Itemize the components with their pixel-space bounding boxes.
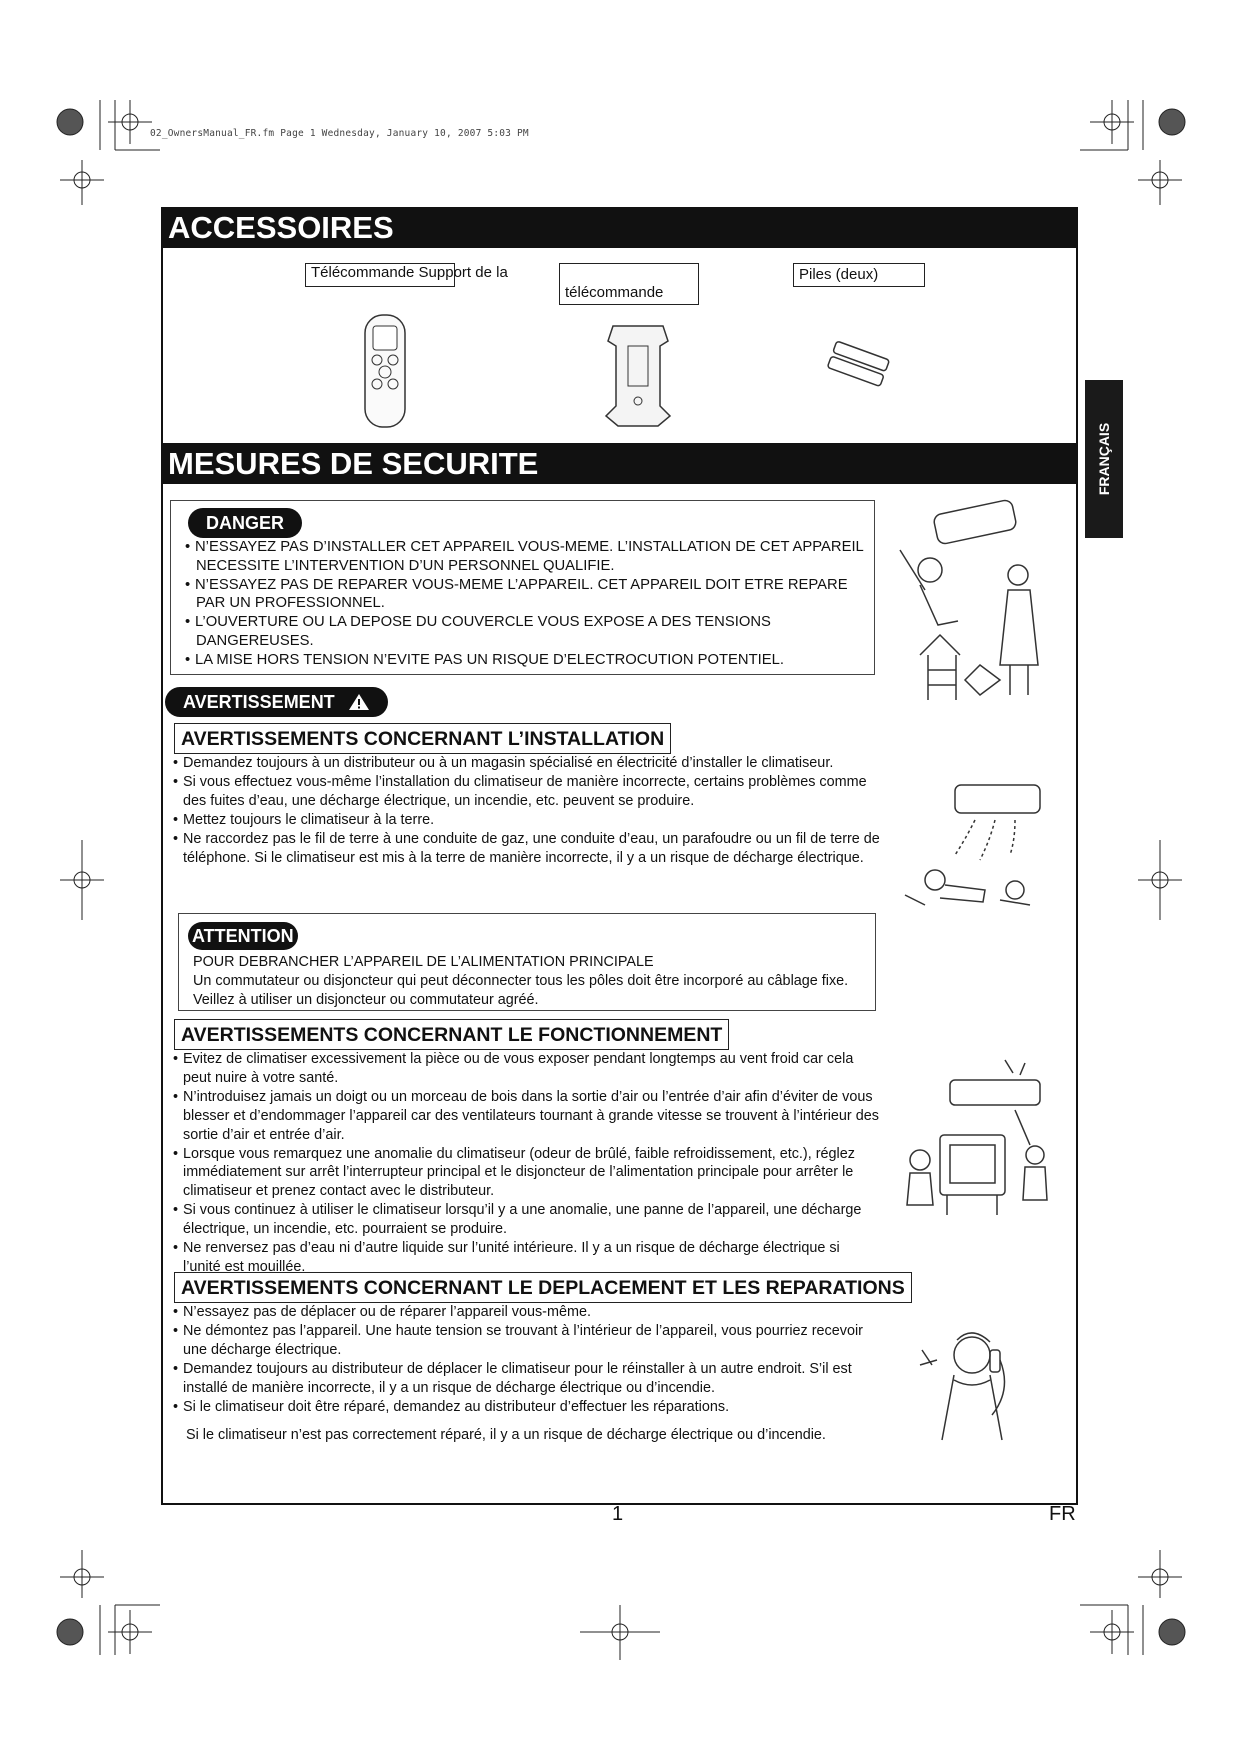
batteries-image — [822, 340, 897, 390]
language-code: FR — [1049, 1503, 1076, 1525]
warning-triangle-icon — [348, 693, 370, 711]
list-item: • N’ESSAYEZ PAS DE REPARER VOUS-MEME L’APPAREIL. CET APPAREIL DOIT ETRE REPARE PAR UN PROFESSIONNEL. — [178, 576, 878, 614]
install-list — [165, 754, 880, 867]
repair-list — [165, 1303, 880, 1416]
list-item: • Si le climatiseur doit être réparé, demandez au distributeur d’effectuer les réparations. — [165, 1398, 880, 1417]
list-item: • Ne démontez pas l’appareil. Une haute tension se trouvant à l’intérieur de l’appareil, vous pourriez recevoir une décharge électrique. — [165, 1322, 880, 1360]
remote-control-image — [360, 312, 410, 432]
list-item: • N’ESSAYEZ PAS D’INSTALLER CET APPAREIL VOUS-MEME. L’INSTALLATION DE CET APPAREIL NECESSITE L’INTERVENTION D’UN PERSONNEL QUALIFIE. — [178, 538, 878, 576]
list-item: • N’introduisez jamais un doigt ou un morceau de bois dans la sortie d’air ou l’entrée d’air afin d’éviter de vous blesser et d’endommager l’appareil car des ventilateurs tournant à grande vitesse se trouvent à l’intérieur des sortie d’air et entrée d’air. — [165, 1088, 880, 1145]
install-section-title: AVERTISSEMENTS CONCERNANT L’INSTALLATION — [174, 723, 671, 754]
list-item: • Evitez de climatiser excessivement la pièce ou de vous exposer pendant longtemps au vent froid car cela peut nuire à votre santé. — [165, 1050, 880, 1088]
operation-section-title: AVERTISSEMENTS CONCERNANT LE FONCTIONNEMENT — [174, 1019, 729, 1050]
phone-call-illustration — [912, 1320, 1022, 1450]
remote-holder-image — [598, 316, 678, 431]
attention-line-1: POUR DEBRANCHER L’APPAREIL DE L’ALIMENTATION PRINCIPALE — [193, 954, 654, 970]
warning-badge-label: AVERTISSEMENT — [183, 692, 335, 712]
danger-badge: DANGER — [188, 508, 302, 538]
danger-list — [178, 538, 878, 670]
operation-list — [165, 1050, 880, 1277]
warning-badge — [165, 687, 388, 717]
list-item: • Si vous continuez à utiliser le climatiseur lorsqu’il y a une anomalie, une panne de l’appareil, une décharge électrique, un incendie, etc. pourraient se produire. — [165, 1201, 880, 1239]
accessory-label-line2: télécommande — [565, 284, 664, 301]
repair-section-title: AVERTISSEMENTS CONCERNANT LE DEPLACEMENT ET LES REPARATIONS — [174, 1272, 912, 1303]
cold-air-illustration — [895, 780, 1050, 915]
list-item: • LA MISE HORS TENSION N’EVITE PAS UN RISQUE D’ELECTROCUTION POTENTIEL. — [178, 651, 878, 670]
attention-text — [193, 953, 863, 1010]
malfunction-illustration — [895, 1055, 1060, 1225]
file-header: 02_OwnersManual_FR.fm Page 1 Wednesday, January 10, 2007 5:03 PM — [150, 128, 529, 139]
attention-line-2: Un commutateur ou disjoncteur qui peut déconnecter tous les pôles doit être incorporé au câblage fixe. Veillez à utiliser un disjoncteur ou commutateur agréé. — [193, 972, 849, 1008]
list-item: • Si vous effectuez vous-même l’installation du climatiseur de manière incorrecte, certains problèmes comme des fuites d’eau, une décharge électrique, un incendie, etc. peuvent se produire. — [165, 773, 880, 811]
list-item: • Ne raccordez pas le fil de terre à une conduite de gaz, une conduite d’eau, un parafoudre ou un fil de terre de téléphone. Si le climatiseur est mis à la terre de manière incorrecte, il y a un risque de décharge électrique. — [165, 830, 880, 868]
language-tab-label: FRANÇAIS — [1096, 422, 1112, 496]
accessories-heading: ACCESSOIRES — [161, 207, 1078, 248]
list-item: • Demandez toujours à un distributeur ou à un magasin spécialisé en électricité d’installer le climatiseur. — [165, 754, 880, 773]
list-item: • L’OUVERTURE OU LA DEPOSE DU COUVERCLE VOUS EXPOSE A DES TENSIONS DANGEREUSES. — [178, 613, 878, 651]
language-tab — [1085, 380, 1123, 538]
installer-illustration — [880, 495, 1055, 710]
list-item: • Mettez toujours le climatiseur à la terre. — [165, 811, 880, 830]
label-batteries: Piles (deux) — [793, 263, 925, 287]
accessory-label-line1: Télécommande Support de la — [311, 264, 508, 281]
page-number: 1 — [612, 1503, 624, 1525]
attention-badge: ATTENTION — [188, 922, 298, 950]
list-item: • Ne renversez pas d’eau ni d’autre liquide sur l’unité intérieure. Il y a un risque de décharge électrique si l’unité est mouillée. — [165, 1239, 880, 1277]
safety-heading: MESURES DE SECURITE — [161, 443, 1078, 484]
list-item: • Lorsque vous remarquez une anomalie du climatiseur (odeur de brûlé, faible refroidissement, etc.), réglez immédiatement sur arrêt l’interrupteur principal et le disjoncteur de l’alimentation principale pour arrêter le climatiseur et prenez contact avec le distributeur. — [165, 1145, 880, 1202]
list-item: • Demandez toujours au distributeur de déplacer le climatiseur pour le réinstaller à un autre endroit. S’il est installé de manière incorrecte, il y a un risque de décharge électrique ou d’incendie. — [165, 1360, 880, 1398]
repair-extra-text: Si le climatiseur n’est pas correctement réparé, il y a un risque de décharge électrique ou d’incendie. — [186, 1427, 826, 1443]
list-item: • N’essayez pas de déplacer ou de réparer l’appareil vous-même. — [165, 1303, 880, 1322]
